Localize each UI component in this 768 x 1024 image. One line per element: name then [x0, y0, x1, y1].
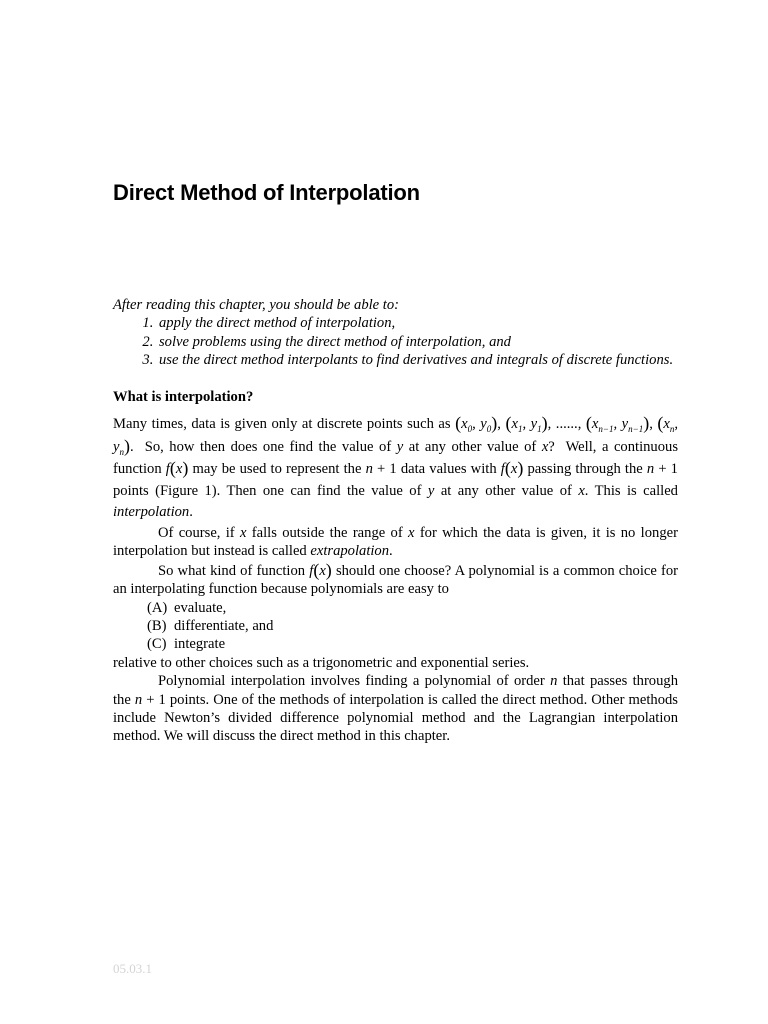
objective-item: 2. solve problems using the direct method of interpolation, and	[157, 333, 678, 351]
paragraph-interpolation: Many times, data is given only at discrete points such as ($x_0$, $y_0$), ($x_1$, $y_1$), ......, ($x_{n-1}$, $y_{n-1}$), ($x_n$, $y_n$). So, how then does one find the value of y at any other value of x? Well, a continuous function f(x) may be used to represent the n + 1 data values with f(x) passing through the n + 1 points (Figure 1). Then one can find the value of y at any other value of x. This is called interpolation.	[113, 413, 679, 521]
math-point-n: ($x_n$, $y_n$)	[113, 413, 679, 457]
term-interpolation: interpolation	[113, 504, 190, 521]
objectives-list	[113, 314, 678, 369]
math-n-plus-1: n	[646, 461, 655, 478]
reason-item: (C) integrate	[147, 636, 226, 653]
objective-item: 3. use the direct method interpolants to find derivatives and integrals of discrete functions.	[157, 351, 678, 369]
objectives-intro: After reading this chapter, you should be able to:	[113, 297, 400, 313]
math-point-0: ($x_0$, $y_0$)	[455, 413, 498, 434]
math-fx: f(x)	[309, 559, 332, 580]
math-fx: f(x)	[165, 458, 189, 479]
paragraph-extrapolation: Of course, if x falls outside the range of x for which the data is given, it is no longer interpolation but instead is called extrapolation.	[113, 525, 678, 560]
paragraph-polynomial-interpolation: Polynomial interpolation involves finding a polynomial of order n that passes through the n + 1 points. One of the methods of interpolation is called the direct method. Other methods include Newton’s divided difference polynomial method and the Lagrangian interpolation method. We will discuss the direct method in this chapter.	[113, 673, 678, 745]
math-point-1: ($x_1$, $y_1$)	[505, 413, 548, 434]
section-heading: What is interpolation?	[113, 388, 254, 405]
chapter-content	[113, 296, 678, 746]
page-number: 05.03.1	[113, 961, 152, 976]
math-point-n-minus-1: ($x_{n-1}$, $y_{n-1}$)	[585, 413, 650, 434]
math-n-plus-1: n	[365, 461, 373, 478]
reasons-list	[113, 599, 678, 654]
objective-item: 1. apply the direct method of interpolation,	[157, 314, 678, 332]
reasons-followup: relative to other choices such as a trigonometric and exponential series.	[113, 654, 530, 671]
chapter-title: Direct Method of Interpolation	[113, 180, 420, 205]
reason-item: (B) differentiate, and	[147, 618, 274, 635]
math-fx: f(x)	[500, 458, 524, 479]
math-n-plus-1: n	[134, 691, 143, 708]
reason-item: (A) evaluate,	[147, 599, 227, 616]
term-extrapolation: extrapolation	[310, 543, 390, 560]
paragraph-function-choice: So what kind of function f(x) should one choose? A polynomial is a common choice for an interpolating function because polynomials are easy to	[113, 559, 679, 598]
